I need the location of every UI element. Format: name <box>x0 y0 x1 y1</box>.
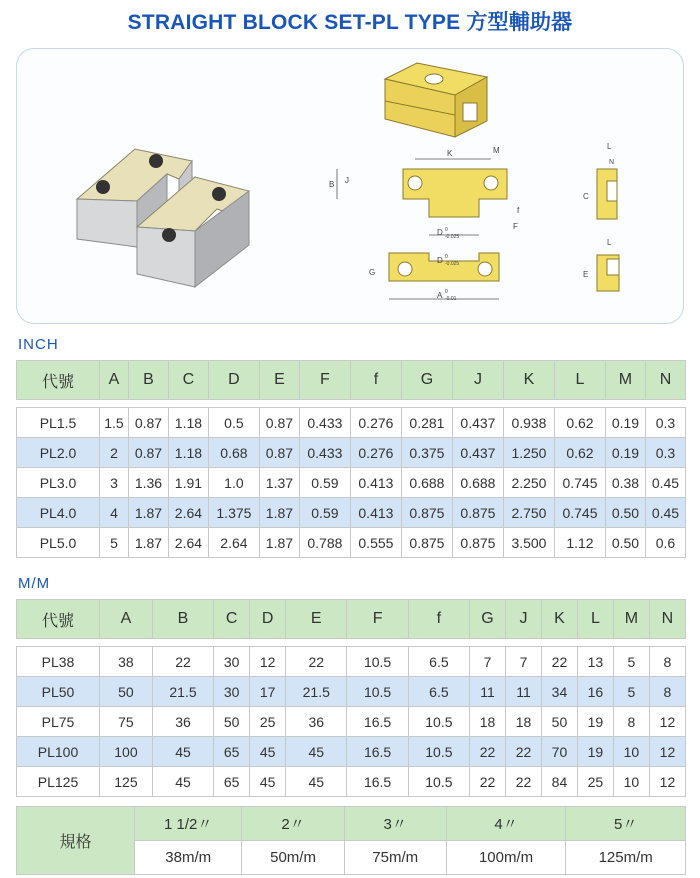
size-spec-table <box>16 806 686 875</box>
mm-value-cell: 11 <box>470 677 506 707</box>
mm-value-cell: 65 <box>214 767 250 797</box>
inch-header-cell: J <box>452 361 503 400</box>
mm-model-cell: PL100 <box>17 737 100 767</box>
inch-value-cell: 1.36 <box>128 468 168 498</box>
dim-D2: D <box>437 256 443 265</box>
inch-table-row <box>17 528 686 558</box>
inch-value-cell: 0.875 <box>401 528 452 558</box>
mm-value-cell: 36 <box>152 707 213 737</box>
mm-header-cell: 代號 <box>17 600 100 639</box>
inch-value-cell: 0.5 <box>208 408 259 438</box>
inch-header-cell: K <box>503 361 554 400</box>
inch-value-cell: 0.688 <box>452 468 503 498</box>
dim-C: C <box>583 192 589 201</box>
inch-value-cell: 0.87 <box>259 408 299 438</box>
inch-value-cell: 0.875 <box>452 528 503 558</box>
inch-value-cell: 0.413 <box>350 468 401 498</box>
mm-value-cell: 7 <box>506 647 542 677</box>
mm-value-cell: 8 <box>649 647 685 677</box>
inch-model-cell: PL2.0 <box>17 438 100 468</box>
inch-model-cell: PL4.0 <box>17 498 100 528</box>
inch-value-cell: 0.19 <box>605 438 645 468</box>
mm-value-cell: 10 <box>613 767 649 797</box>
inch-value-cell: 0.3 <box>645 408 685 438</box>
inch-value-cell: 4 <box>100 498 129 528</box>
inch-value-cell: 0.281 <box>401 408 452 438</box>
inch-value-cell: 0.68 <box>208 438 259 468</box>
inch-value-cell: 0.433 <box>299 438 350 468</box>
inch-header-cell: G <box>401 361 452 400</box>
inch-value-cell: 1.250 <box>503 438 554 468</box>
inch-section-label: INCH <box>18 336 59 353</box>
dim-G: G <box>369 268 376 277</box>
inch-value-cell: 0.875 <box>401 498 452 528</box>
mm-value-cell: 45 <box>152 737 213 767</box>
mm-header-cell: E <box>286 600 347 639</box>
mm-header-cell: F <box>347 600 408 639</box>
inch-value-cell: 1.0 <box>208 468 259 498</box>
mm-value-cell: 70 <box>541 737 577 767</box>
inch-value-cell: 0.6 <box>645 528 685 558</box>
mm-value-cell: 45 <box>250 767 286 797</box>
mm-value-cell: 100 <box>100 737 153 767</box>
mm-value-cell: 6.5 <box>408 647 469 677</box>
inch-value-cell: 0.437 <box>452 438 503 468</box>
dim-B: B <box>329 180 335 189</box>
inch-value-cell: 3 <box>100 468 129 498</box>
product-figure-panel <box>16 48 684 324</box>
mm-value-cell: 84 <box>541 767 577 797</box>
mm-value-cell: 6.5 <box>408 677 469 707</box>
inch-table-row <box>17 468 686 498</box>
dim-A: A <box>437 291 443 300</box>
mm-value-cell: 19 <box>577 737 613 767</box>
dim-M: M <box>493 146 500 155</box>
inch-header-cell: 代號 <box>17 361 100 400</box>
mm-value-cell: 45 <box>250 737 286 767</box>
inch-value-cell: 2.64 <box>168 528 208 558</box>
dim-N: N <box>609 159 615 166</box>
mm-value-cell: 10 <box>613 737 649 767</box>
inch-value-cell: 2.64 <box>168 498 208 528</box>
size-mm-cell: 38m/m <box>135 841 242 875</box>
mm-header-cell: B <box>152 600 213 639</box>
inch-value-cell: 0.745 <box>554 498 605 528</box>
inch-header-cell: N <box>645 361 685 400</box>
inch-value-cell: 1.18 <box>168 408 208 438</box>
mm-model-cell: PL75 <box>17 707 100 737</box>
mm-value-cell: 22 <box>506 737 542 767</box>
size-spec-label: 規格 <box>17 807 135 875</box>
size-inch-cell: 2〃 <box>242 807 344 841</box>
dim-K: K <box>447 149 453 158</box>
inch-value-cell: 1.87 <box>259 528 299 558</box>
mm-value-cell: 18 <box>470 707 506 737</box>
inch-value-cell: 0.45 <box>645 468 685 498</box>
mm-value-cell: 30 <box>214 677 250 707</box>
mm-table-row <box>17 707 686 737</box>
mm-section-label: M/M <box>18 575 51 592</box>
mm-value-cell: 10.5 <box>347 677 408 707</box>
mm-model-cell: PL125 <box>17 767 100 797</box>
inch-value-cell: 1.12 <box>554 528 605 558</box>
mm-value-cell: 22 <box>541 647 577 677</box>
mm-value-cell: 50 <box>100 677 153 707</box>
inch-value-cell: 0.19 <box>605 408 645 438</box>
mm-value-cell: 16.5 <box>347 737 408 767</box>
bottom-view-drawing <box>369 253 499 302</box>
inch-header-cell: f <box>350 361 401 400</box>
inch-value-cell: 0.62 <box>554 408 605 438</box>
inch-value-cell: 2.750 <box>503 498 554 528</box>
inch-value-cell: 0.413 <box>350 498 401 528</box>
inch-model-cell: PL5.0 <box>17 528 100 558</box>
dim-D2-tol-top: 0 <box>445 254 448 260</box>
inch-value-cell: 0.555 <box>350 528 401 558</box>
inch-value-cell: 0.437 <box>452 408 503 438</box>
inch-header-cell: B <box>128 361 168 400</box>
inch-table-row <box>17 438 686 468</box>
mm-value-cell: 8 <box>613 707 649 737</box>
mm-header-cell: M <box>613 600 649 639</box>
inch-header-cell: E <box>259 361 299 400</box>
mm-header-cell: f <box>408 600 469 639</box>
inch-spec-table <box>16 360 686 558</box>
mm-value-cell: 16.5 <box>347 767 408 797</box>
inch-value-cell: 0.62 <box>554 438 605 468</box>
inch-value-cell: 0.50 <box>605 498 645 528</box>
product-drawings <box>17 49 683 323</box>
mm-value-cell: 21.5 <box>152 677 213 707</box>
dim-E: E <box>583 270 589 279</box>
inch-value-cell: 0.433 <box>299 408 350 438</box>
mm-value-cell: 12 <box>649 767 685 797</box>
inch-value-cell: 2.64 <box>208 528 259 558</box>
dim-L2: L <box>607 238 612 247</box>
mm-value-cell: 50 <box>541 707 577 737</box>
size-inch-cell: 1 1/2〃 <box>135 807 242 841</box>
inch-header-cell: L <box>554 361 605 400</box>
dim-A-tol-top: 0 <box>445 289 448 295</box>
inch-table-row <box>17 498 686 528</box>
mm-value-cell: 22 <box>152 647 213 677</box>
mm-model-cell: PL38 <box>17 647 100 677</box>
mm-value-cell: 11 <box>506 677 542 707</box>
inch-value-cell: 0.87 <box>259 438 299 468</box>
mm-value-cell: 10.5 <box>408 707 469 737</box>
inch-model-cell: PL3.0 <box>17 468 100 498</box>
inch-value-cell: 0.87 <box>128 438 168 468</box>
inch-value-cell: 1.18 <box>168 438 208 468</box>
mm-value-cell: 75 <box>100 707 153 737</box>
inch-value-cell: 0.788 <box>299 528 350 558</box>
isometric-drawing <box>385 63 487 137</box>
mm-header-cell: A <box>100 600 153 639</box>
inch-value-cell: 1.87 <box>128 498 168 528</box>
inch-header-cell: D <box>208 361 259 400</box>
mm-value-cell: 36 <box>286 707 347 737</box>
inch-header-cell: A <box>100 361 129 400</box>
mm-value-cell: 22 <box>470 737 506 767</box>
inch-model-cell: PL1.5 <box>17 408 100 438</box>
inch-value-cell: 3.500 <box>503 528 554 558</box>
mm-spec-table <box>16 599 686 797</box>
size-inch-cell: 4〃 <box>446 807 566 841</box>
mm-value-cell: 10.5 <box>347 647 408 677</box>
mm-value-cell: 45 <box>286 767 347 797</box>
mm-value-cell: 10.5 <box>408 767 469 797</box>
inch-value-cell: 0.59 <box>299 468 350 498</box>
side-view-drawings <box>583 142 619 291</box>
mm-table-row <box>17 737 686 767</box>
inch-table-row <box>17 408 686 438</box>
mm-value-cell: 5 <box>613 647 649 677</box>
mm-header-cell: K <box>541 600 577 639</box>
inch-value-cell: 2.250 <box>503 468 554 498</box>
mm-value-cell: 22 <box>470 767 506 797</box>
mm-header-cell: N <box>649 600 685 639</box>
mm-value-cell: 38 <box>100 647 153 677</box>
dim-D2-tol-bottom: -0.025 <box>445 261 460 267</box>
inch-value-cell: 1.91 <box>168 468 208 498</box>
dim-D: D <box>437 228 443 237</box>
size-mm-cell: 50m/m <box>242 841 344 875</box>
mm-value-cell: 25 <box>250 707 286 737</box>
mm-value-cell: 22 <box>506 767 542 797</box>
inch-value-cell: 1.37 <box>259 468 299 498</box>
mm-value-cell: 45 <box>152 767 213 797</box>
mm-header-cell: G <box>470 600 506 639</box>
inch-value-cell: 1.87 <box>259 498 299 528</box>
mm-value-cell: 45 <box>286 737 347 767</box>
mm-value-cell: 16 <box>577 677 613 707</box>
mm-value-cell: 34 <box>541 677 577 707</box>
inch-value-cell: 0.745 <box>554 468 605 498</box>
mm-value-cell: 25 <box>577 767 613 797</box>
mm-value-cell: 17 <box>250 677 286 707</box>
inch-header-cell: M <box>605 361 645 400</box>
inch-value-cell: 1.5 <box>100 408 129 438</box>
mm-value-cell: 65 <box>214 737 250 767</box>
mm-header-cell: L <box>577 600 613 639</box>
inch-value-cell: 0.688 <box>401 468 452 498</box>
mm-header-cell: J <box>506 600 542 639</box>
block-set-photo <box>77 149 249 287</box>
mm-table-row <box>17 677 686 707</box>
inch-value-cell: 0.938 <box>503 408 554 438</box>
inch-header-cell: C <box>168 361 208 400</box>
size-mm-cell: 100m/m <box>446 841 566 875</box>
mm-value-cell: 10.5 <box>408 737 469 767</box>
inch-value-cell: 0.45 <box>645 498 685 528</box>
inch-value-cell: 0.87 <box>128 408 168 438</box>
mm-value-cell: 30 <box>214 647 250 677</box>
inch-value-cell: 0.276 <box>350 408 401 438</box>
dim-D-tol-top: 0 <box>445 227 448 233</box>
mm-value-cell: 16.5 <box>347 707 408 737</box>
inch-value-cell: 1.87 <box>128 528 168 558</box>
dim-D-tol-bottom: -0.025 <box>445 234 460 240</box>
inch-value-cell: 0.875 <box>452 498 503 528</box>
mm-value-cell: 12 <box>649 707 685 737</box>
inch-header-cell: F <box>299 361 350 400</box>
inch-value-cell: 2 <box>100 438 129 468</box>
inch-value-cell: 0.375 <box>401 438 452 468</box>
mm-table-row <box>17 647 686 677</box>
mm-model-cell: PL50 <box>17 677 100 707</box>
inch-value-cell: 5 <box>100 528 129 558</box>
mm-value-cell: 7 <box>470 647 506 677</box>
inch-value-cell: 0.3 <box>645 438 685 468</box>
dim-A-tol-bottom: -0.01 <box>445 296 457 302</box>
mm-value-cell: 50 <box>214 707 250 737</box>
size-inch-cell: 5〃 <box>566 807 686 841</box>
size-mm-cell: 125m/m <box>566 841 686 875</box>
size-mm-cell: 75m/m <box>344 841 446 875</box>
mm-value-cell: 8 <box>649 677 685 707</box>
page-title: STRAIGHT BLOCK SET-PL TYPE 方型輔助器 <box>127 11 573 34</box>
mm-value-cell: 12 <box>250 647 286 677</box>
mm-table-row <box>17 767 686 797</box>
mm-header-cell: C <box>214 600 250 639</box>
dim-J: J <box>345 176 349 185</box>
mm-value-cell: 19 <box>577 707 613 737</box>
dim-f: f <box>517 206 520 215</box>
mm-value-cell: 18 <box>506 707 542 737</box>
top-view-drawing <box>329 146 520 240</box>
inch-value-cell: 0.59 <box>299 498 350 528</box>
dim-L1: L <box>607 142 612 151</box>
mm-value-cell: 125 <box>100 767 153 797</box>
inch-value-cell: 0.38 <box>605 468 645 498</box>
mm-value-cell: 12 <box>649 737 685 767</box>
mm-value-cell: 13 <box>577 647 613 677</box>
inch-value-cell: 0.276 <box>350 438 401 468</box>
dim-F: F <box>513 222 518 231</box>
mm-value-cell: 22 <box>286 647 347 677</box>
inch-value-cell: 0.50 <box>605 528 645 558</box>
mm-value-cell: 5 <box>613 677 649 707</box>
inch-value-cell: 1.375 <box>208 498 259 528</box>
mm-header-cell: D <box>250 600 286 639</box>
size-inch-cell: 3〃 <box>344 807 446 841</box>
mm-value-cell: 21.5 <box>286 677 347 707</box>
